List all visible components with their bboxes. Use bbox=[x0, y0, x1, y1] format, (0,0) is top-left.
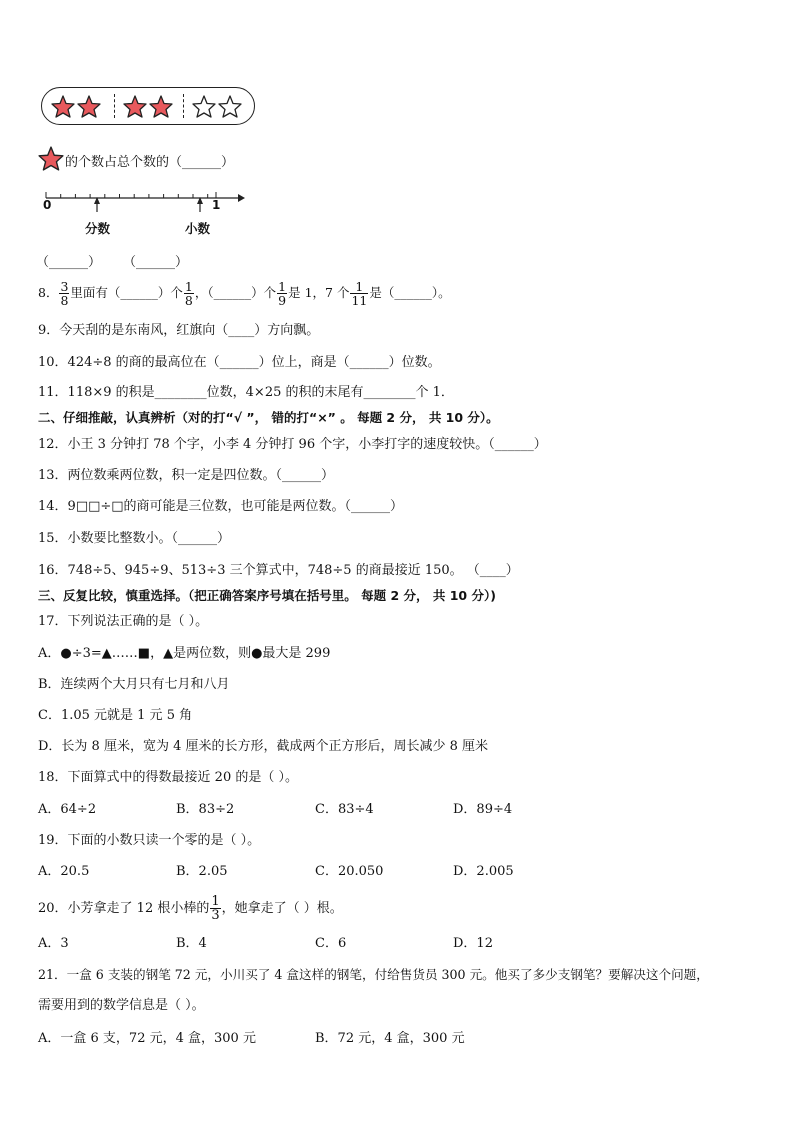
option-c[interactable]: C．1.05 元就是 1 元 5 角 bbox=[38, 708, 193, 723]
fraction bbox=[210, 895, 220, 922]
number-line-start: 0 bbox=[43, 198, 52, 212]
denominator: 8 bbox=[184, 293, 193, 308]
fraction-arrow-label: 分数 bbox=[85, 221, 111, 236]
question-text: 是 1，7 个 bbox=[288, 285, 350, 300]
question-14: 14．9□□÷□的商可能是三位数，也可能是两位数。（______） bbox=[38, 499, 404, 514]
numerator: 3 bbox=[60, 279, 69, 294]
option-a[interactable]: A．64÷2 bbox=[38, 802, 97, 817]
question-21-line-1: 21．一盒 6 支装的钢笔 72 元，小川买了 4 盒这样的钢笔，付给售货员 300 元。他买了多少支钢笔？要解决这个问题， bbox=[38, 967, 709, 982]
fraction bbox=[184, 280, 194, 307]
question-15: 15．小数要比整数小。（______） bbox=[38, 531, 231, 546]
option-d[interactable]: D．89÷4 bbox=[453, 802, 513, 817]
fraction bbox=[350, 280, 368, 307]
option-c[interactable]: C．20.050 bbox=[315, 864, 384, 879]
denominator: 8 bbox=[60, 293, 69, 308]
decimal-arrow-label: 小数 bbox=[185, 221, 211, 236]
filled-star-icon bbox=[149, 95, 173, 118]
empty-star-icon bbox=[192, 95, 216, 118]
question-12: 12．小王 3 分钟打 78 个字，小李 4 分钟打 96 个字，小李打字的速度较快。（______） bbox=[38, 437, 547, 452]
numerator: 1 bbox=[278, 279, 287, 294]
option-a[interactable]: A．20.5 bbox=[38, 864, 90, 879]
option-a[interactable]: A．一盒 6 支，72 元，4 盒，300 元 bbox=[38, 1031, 256, 1046]
denominator: 3 bbox=[211, 908, 220, 923]
question-17-stem: 17．下列说法正确的是（ ）。 bbox=[38, 614, 209, 629]
option-b[interactable]: B．4 bbox=[176, 936, 207, 951]
question-13: 13．两位数乘两位数，积一定是四位数。（______） bbox=[38, 468, 335, 483]
question-text: ，她拿走了（ ）根。 bbox=[221, 901, 343, 916]
answer-blank-2[interactable]: （______） bbox=[123, 255, 189, 270]
filled-star-icon bbox=[51, 95, 75, 118]
option-b[interactable]: B．2.05 bbox=[176, 864, 228, 879]
option-b[interactable]: B．72 元，4 盒，300 元 bbox=[315, 1031, 465, 1046]
option-c[interactable]: C．6 bbox=[315, 936, 347, 951]
answer-blank-1[interactable]: （______） bbox=[36, 255, 102, 270]
dashed-divider bbox=[183, 94, 184, 118]
question-9: 9．今天刮的是东南风，红旗向（____）方向飘。 bbox=[38, 323, 320, 338]
star-question: 的个数占总个数的（______） bbox=[65, 155, 235, 170]
question-text: ，（______）个 bbox=[194, 285, 277, 300]
denominator: 9 bbox=[278, 293, 287, 308]
empty-star-icon bbox=[218, 95, 242, 118]
fraction bbox=[277, 280, 287, 307]
question-18-stem: 18．下面算式中的得数最接近 20 的是（ ）。 bbox=[38, 770, 298, 785]
question-10: 10．424÷8 的商的最高位在（______）位上，商是（______）位数。 bbox=[38, 355, 441, 370]
option-d[interactable]: D．长为 8 厘米，宽为 4 厘米的长方形，截成两个正方形后，周长减少 8 厘米 bbox=[38, 739, 489, 754]
question-19-stem: 19．下面的小数只读一个零的是（ ）。 bbox=[38, 833, 261, 848]
question-20-stem bbox=[38, 892, 343, 926]
section-2-heading: 二、仔细推敲，认真辨析（对的打“√ ”， 错的打“×” 。 每题 2 分， 共 10 分）。 bbox=[38, 410, 499, 425]
option-c[interactable]: C．83÷4 bbox=[315, 802, 374, 817]
filled-star-icon bbox=[123, 95, 147, 118]
denominator: 11 bbox=[351, 293, 368, 308]
question-21-line-2: 需要用到的数学信息是（ ）。 bbox=[38, 998, 205, 1013]
option-a[interactable]: A．3 bbox=[38, 936, 69, 951]
question-text: 里面有（______）个 bbox=[70, 285, 183, 300]
option-b[interactable]: B．83÷2 bbox=[176, 802, 235, 817]
dashed-divider bbox=[114, 94, 115, 118]
filled-star-icon bbox=[38, 146, 64, 171]
option-b[interactable]: B．连续两个大月只有七月和八月 bbox=[38, 677, 230, 692]
option-d[interactable]: D．2.005 bbox=[453, 864, 514, 879]
numerator: 1 bbox=[350, 280, 368, 294]
numerator: 1 bbox=[211, 894, 220, 909]
question-16: 16．748÷5、945÷9、513÷3 三个算式中，748÷5 的商最接近 150。 （____） bbox=[38, 563, 519, 578]
numerator: 1 bbox=[184, 279, 193, 294]
fraction bbox=[59, 280, 69, 307]
question-11: 11．118×9 的积是________位数，4×25 的积的末尾有________个 1． bbox=[38, 385, 454, 400]
option-d[interactable]: D．12 bbox=[453, 936, 493, 951]
question-8 bbox=[38, 276, 451, 310]
question-number: 8． bbox=[38, 285, 59, 300]
filled-star-icon bbox=[77, 95, 101, 118]
star-group-box bbox=[41, 87, 255, 125]
question-text: 20．小芳拿走了 12 根小棒的 bbox=[38, 901, 210, 916]
number-line-end: 1 bbox=[212, 198, 221, 212]
question-text: 是（______）。 bbox=[369, 285, 451, 300]
section-3-heading: 三、反复比较，慎重选择。（把正确答案序号填在括号里。 每题 2 分， 共 10 分）) bbox=[38, 588, 496, 603]
option-a[interactable]: A．●÷3=▲……■，▲是两位数，则●最大是 299 bbox=[38, 646, 331, 661]
